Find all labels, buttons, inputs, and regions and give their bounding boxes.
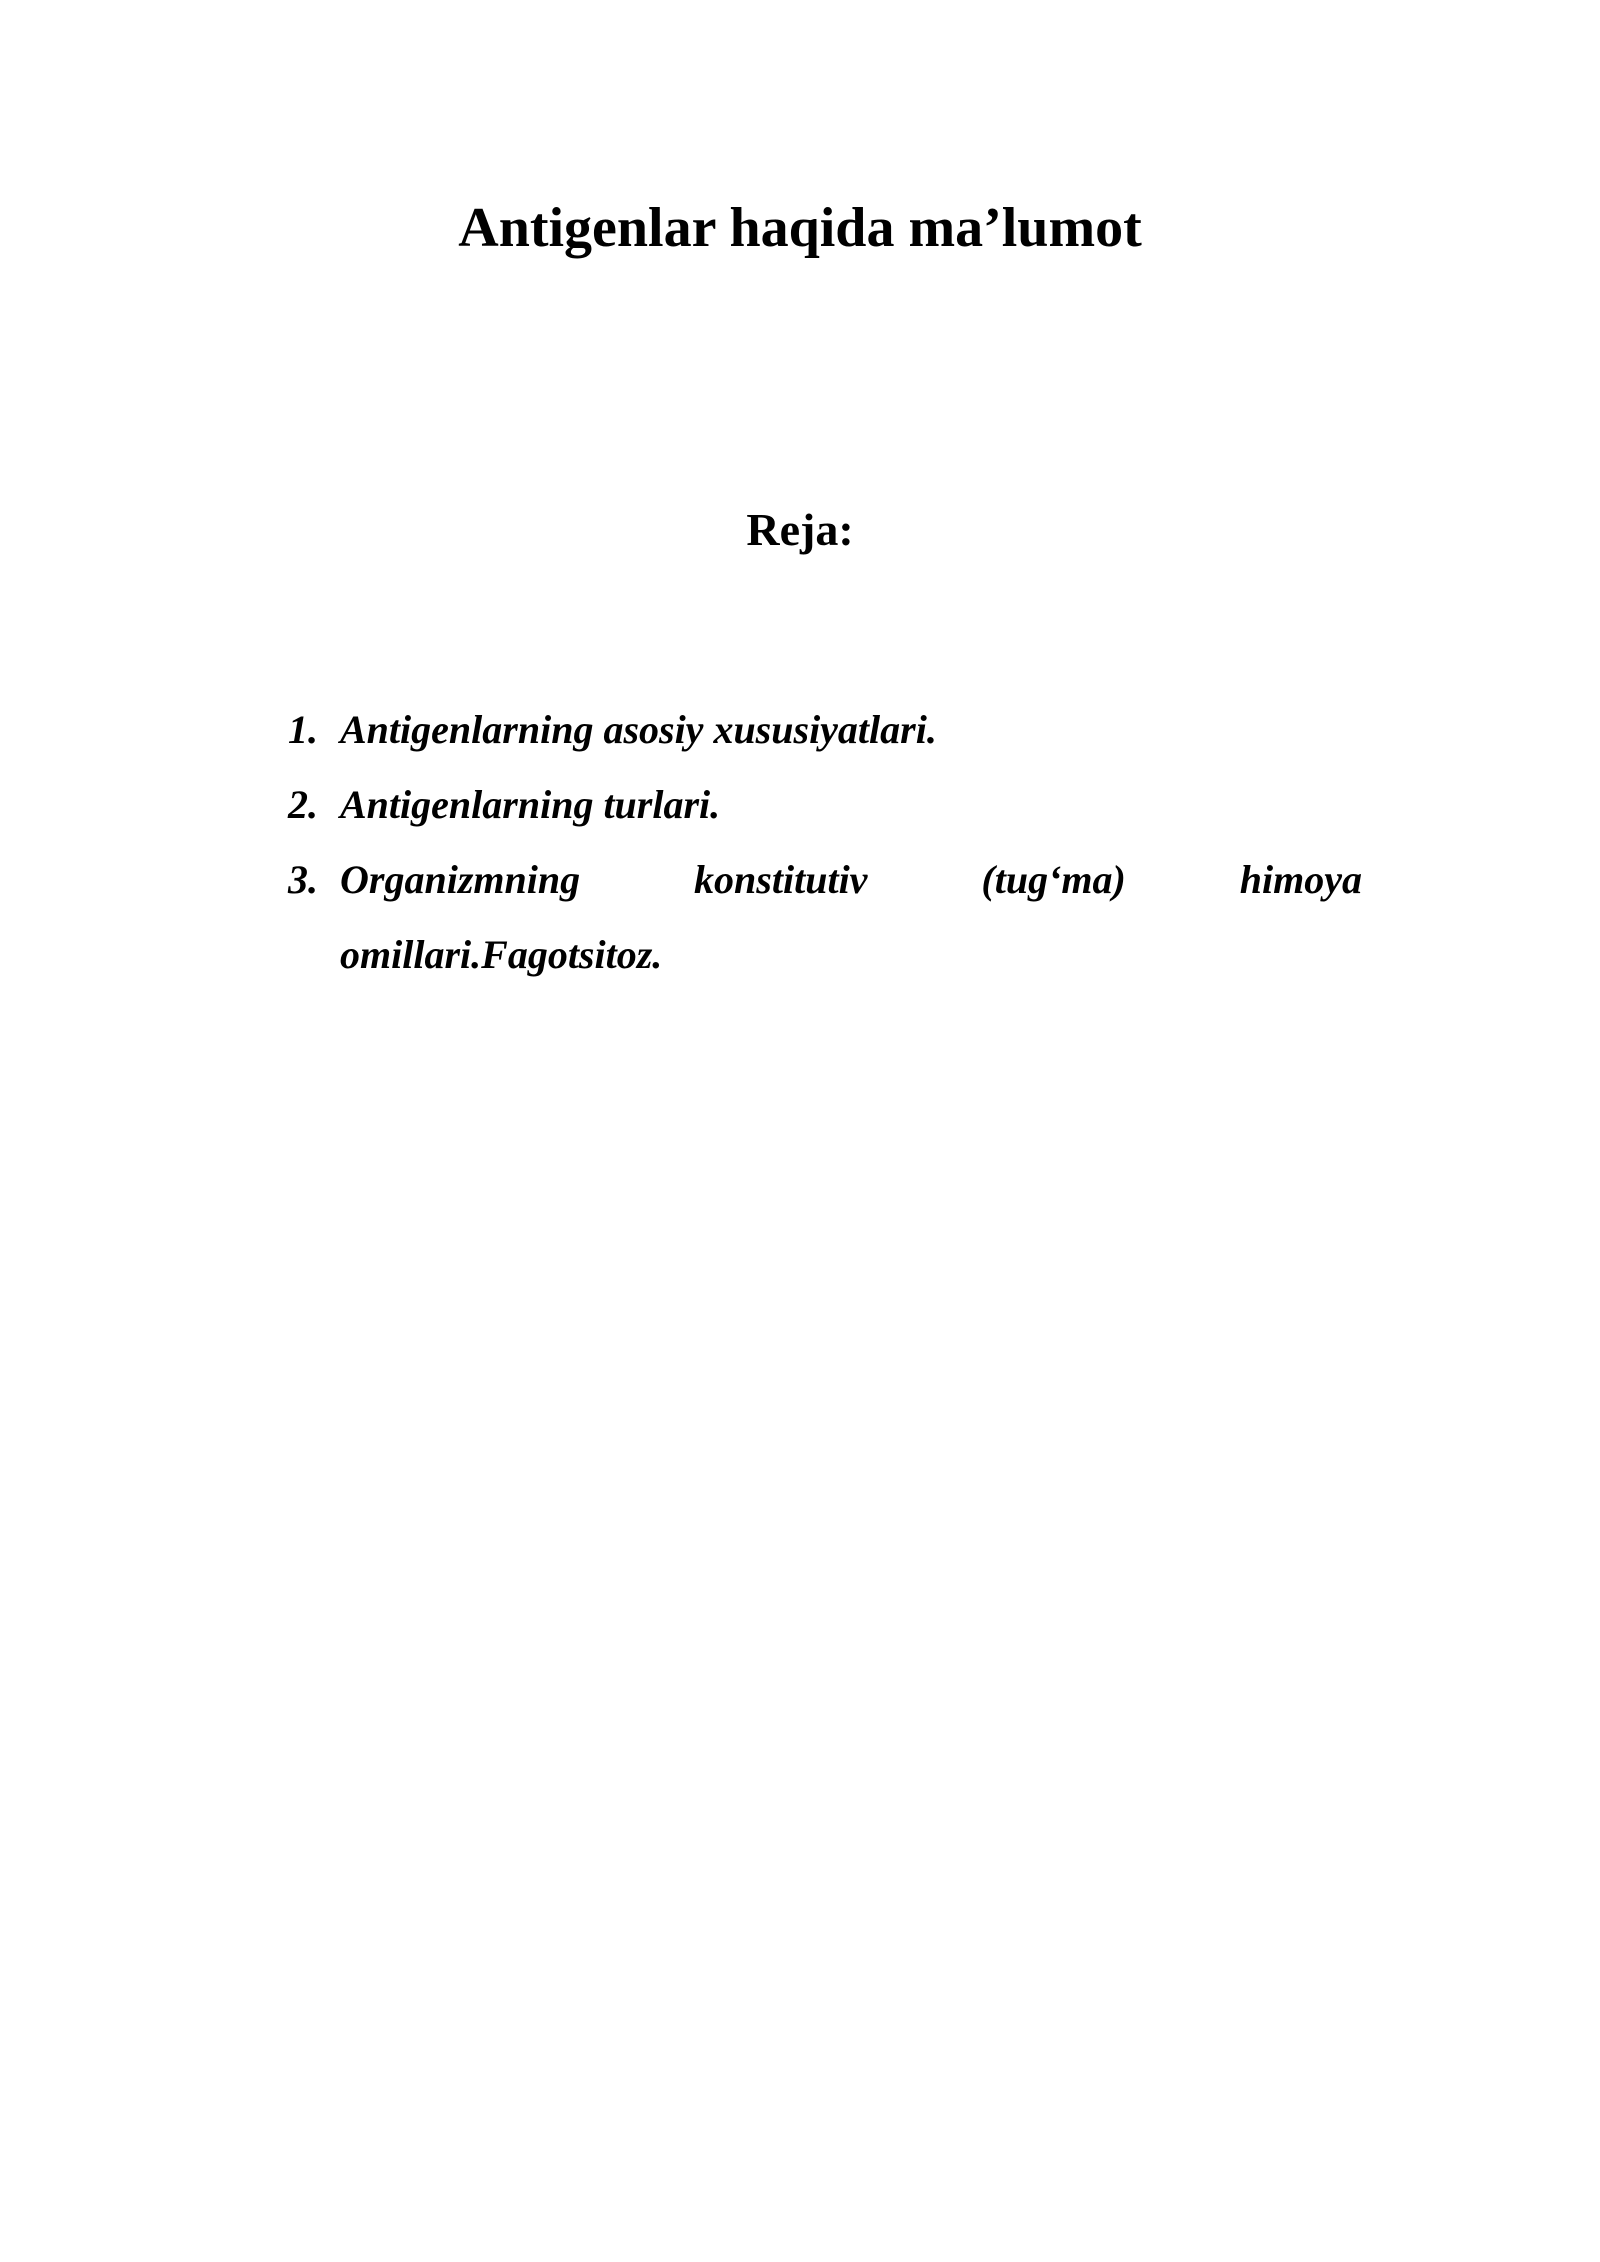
plan-item-3 — [288, 842, 1362, 917]
plan-item-number: 3. — [288, 857, 318, 902]
plan-item-3-continuation — [288, 917, 1362, 992]
plan-item-text: Organizmning konstitutiv (tug‘ma) himoya — [340, 857, 1362, 902]
plan-item-1 — [288, 692, 1362, 767]
plan-list — [288, 692, 1362, 992]
plan-item-number: 2. — [288, 782, 318, 827]
plan-item-text: Antigenlarning asosiy xususiyatlari. — [340, 707, 937, 752]
plan-item-2 — [288, 767, 1362, 842]
plan-item-number: 1. — [288, 707, 318, 752]
plan-heading: Reja: — [746, 504, 854, 555]
plan-item-text: Antigenlarning turlari. — [340, 782, 721, 827]
page-title: Antigenlar haqida ma’lumot — [458, 197, 1142, 259]
plan-item-continuation-text: omillari.Fagotsitoz. — [340, 932, 663, 977]
